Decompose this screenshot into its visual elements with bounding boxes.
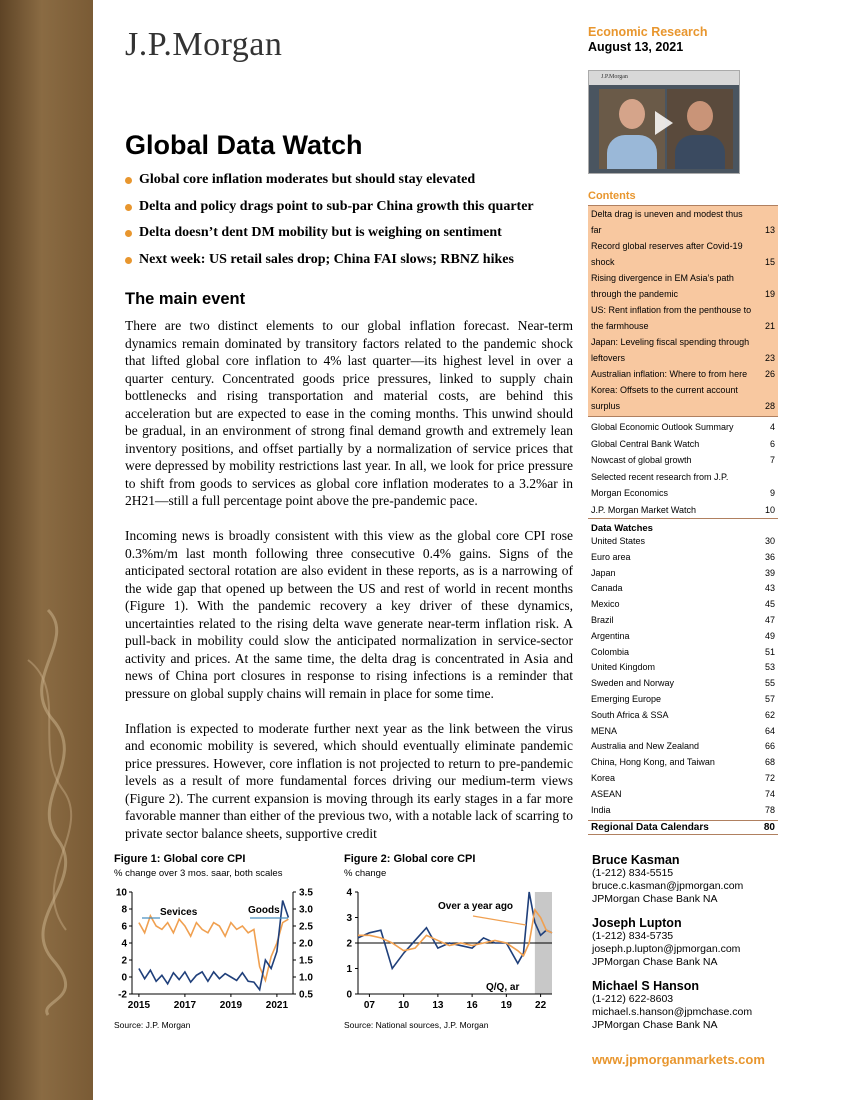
toc-entry[interactable] (591, 502, 775, 519)
section-label: Economic Research (588, 25, 708, 39)
toc-entry-title: Colombia (591, 646, 630, 657)
toc-entry-page: 51 (764, 646, 775, 657)
y-tick-label-right: 3.0 (299, 904, 313, 916)
play-icon[interactable] (655, 111, 673, 135)
y-tick-label: 4 (121, 938, 127, 950)
section-heading: The main event (125, 290, 246, 308)
y-tick-label: 0 (346, 989, 352, 1001)
featured-articles (588, 205, 778, 417)
toc-entry-title: Global Central Bank Watch (591, 438, 700, 449)
toc-entry[interactable] (591, 787, 775, 803)
toc-entry-title: J.P. Morgan Market Watch (591, 504, 697, 515)
decorative-side-band (0, 0, 93, 1100)
toc-entry-title: Euro area (591, 551, 631, 562)
toc-entry[interactable] (591, 771, 775, 787)
toc-entry-page: 74 (764, 788, 775, 799)
y-tick-label-right: 2.0 (299, 938, 313, 950)
figure-title: Figure 1: Global core CPI (114, 853, 246, 865)
y-tick-label-right: 1.5 (299, 955, 313, 967)
toc-entry[interactable] (591, 755, 775, 771)
toc-entry-title: Argentina (591, 630, 630, 641)
toc-entry-page: 21 (764, 321, 775, 331)
paragraph: There are two distinct elements to our global inflation forecast. Near-term dynamics remain dominated by transitory factors related to the pandemic shock that lifted global core inflation to 4% last quarter—its highest level in over a quarter century. Concentrated goods price pressures, linked to supply chain bottlenecks and rising transportation and material costs, are behind this acceleration but are expected to ease in the coming months. This unwind should be gradual, in an environment of strong final demand growth and extremely lean inventory positions, and offset partially by a normalization of service prices that were depressed by mobility restrictions last year. In all, we look for price pressure to shift from goods to services as global core inflation moderates to a 3.2%ar in 2H21—still a full percentage point above the pre-pandemic pace. (125, 318, 573, 508)
toc-entry-page: 57 (764, 693, 775, 704)
key-point: Next week: US retail sales drop; China FAI slows; RBNZ hikes (125, 252, 575, 279)
toc-entry[interactable] (591, 206, 775, 238)
toc-entry-page: 49 (764, 630, 775, 641)
video-speaker-2 (667, 89, 733, 169)
toc-entry-page: 26 (764, 369, 775, 379)
table-of-contents (588, 190, 778, 835)
bullet-icon (125, 204, 132, 211)
x-tick-label: 2021 (265, 1000, 289, 1011)
toc-entry[interactable] (591, 302, 775, 334)
toc-entry-page: 39 (764, 567, 775, 578)
y-tick-label-right: 3.5 (299, 887, 313, 899)
annotation-label: Sevices (160, 907, 198, 918)
toc-entry-page: 55 (764, 678, 775, 689)
author-card (592, 916, 792, 969)
video-thumbnail[interactable] (588, 70, 740, 174)
toc-entry[interactable] (591, 270, 775, 302)
author-name: Michael S Hanson (592, 979, 699, 993)
toc-entry-page: 10 (764, 504, 775, 515)
toc-entry[interactable] (591, 708, 775, 724)
toc-entry[interactable] (591, 534, 775, 550)
toc-entry[interactable] (591, 803, 775, 819)
toc-entry-page: 6 (769, 438, 775, 449)
author-phone: (1-212) 834-5735 (592, 930, 674, 942)
toc-entry[interactable] (591, 452, 775, 469)
website-link[interactable]: www.jpmorganmarkets.com (592, 1052, 765, 1067)
author-email[interactable]: michael.s.hanson@jpmchase.com (592, 1006, 753, 1018)
toc-entry-title: South Africa & SSA (591, 709, 669, 720)
toc-entry-title: India (591, 804, 611, 815)
y-tick-label: 10 (115, 887, 127, 899)
jpmorgan-logo: J.P.Morgan (125, 26, 283, 63)
annotation-label: Q/Q, ar (486, 982, 520, 993)
video-brand-label: J.P.Morgan (601, 74, 628, 80)
x-tick-label: 16 (466, 1000, 478, 1011)
toc-entry-page: 28 (764, 401, 775, 411)
regular-sections (588, 417, 778, 519)
toc-entry[interactable] (591, 613, 775, 629)
toc-entry-page: 23 (764, 353, 775, 363)
y-tick-label: 8 (121, 904, 127, 916)
toc-entry-title: Japan (591, 567, 616, 578)
author-phone: (1-212) 622-8603 (592, 993, 674, 1005)
toc-entry-page: 9 (769, 488, 775, 498)
toc-entry-title: Canada (591, 583, 623, 594)
figure-2 (344, 853, 544, 879)
data-watches-heading: Data Watches (591, 523, 653, 534)
y-tick-label: 2 (346, 938, 352, 950)
figure-subtitle: % change over 3 mos. saar, both scales (114, 868, 283, 879)
toc-entry-title: Australian inflation: Where to from here (591, 369, 748, 379)
x-tick-label: 2019 (219, 1000, 243, 1011)
toc-entry-title: ASEAN (591, 788, 622, 799)
toc-entry[interactable] (591, 660, 775, 676)
bullet-icon (125, 257, 132, 264)
annotation-label: Over a year ago (438, 901, 514, 912)
toc-entry-page: 43 (764, 583, 775, 594)
toc-entry-title: Sweden and Norway (591, 678, 675, 689)
figure-subtitle: % change (344, 868, 387, 879)
y-tick-label: 4 (346, 887, 352, 899)
contents-heading: Contents (588, 190, 636, 202)
page-title: Global Data Watch (125, 130, 363, 160)
toc-entry[interactable] (591, 629, 775, 645)
toc-entry-title: Delta drag is uneven and modest thus far (591, 209, 743, 235)
toc-entry-page: 19 (764, 289, 775, 299)
y-tick-label: 6 (121, 921, 127, 933)
x-tick-label: 10 (398, 1000, 410, 1011)
bullet-icon (125, 230, 132, 237)
toc-entry[interactable] (591, 581, 775, 597)
toc-entry[interactable] (591, 334, 775, 366)
toc-entry-title: Nowcast of global growth (591, 455, 692, 465)
toc-entry-title: Mexico (591, 599, 620, 610)
key-point: Global core inflation moderates but should stay elevated (125, 172, 575, 199)
annotation-label: Goods (248, 905, 280, 916)
toc-entry[interactable] (591, 692, 775, 708)
toc-entry[interactable] (591, 550, 775, 566)
author-email[interactable]: bruce.c.kasman@jpmorgan.com (592, 880, 744, 892)
toc-entry-title: Rising divergence in EM Asia’s path through the pandemic (591, 273, 734, 299)
toc-entry[interactable] (591, 566, 775, 582)
x-tick-label: 19 (500, 1000, 512, 1011)
toc-entry-title: Selected recent research from J.P. Morgan Economics (591, 471, 729, 498)
toc-entry[interactable] (591, 645, 775, 661)
toc-entry-title: China, Hong Kong, and Taiwan (591, 757, 715, 768)
toc-entry-page: 53 (764, 662, 775, 673)
toc-entry[interactable] (591, 724, 775, 740)
y-tick-label: -2 (118, 989, 127, 1001)
toc-entry-page: 78 (764, 804, 775, 815)
y-tick-label: 3 (346, 913, 352, 924)
toc-entry-page: 15 (764, 257, 775, 267)
paragraph: Inflation is expected to moderate further next year as the link between the virus and economic mobility is severed, which should eventually eliminate pandemic price pressures. However, core inflation is not projected to return to pre-pandemic levels as a result of more fundamental forces driving our medium-term views (Figure 2). The current expansion is moving through its early stages in a far more favorable manner than either of the previous two, with a notable lack of scarring to private sector balance sheets, supportive credit (125, 720, 573, 841)
y-tick-label: 2 (121, 955, 127, 967)
toc-entry-title: United Kingdom (591, 662, 656, 673)
toc-entry[interactable] (591, 739, 775, 755)
toc-entry-page: 13 (764, 225, 775, 235)
data-watches-list (588, 534, 778, 818)
y-tick-label-right: 1.0 (299, 972, 313, 984)
toc-entry-page: 72 (764, 772, 775, 783)
toc-entry-page: 68 (764, 757, 775, 768)
toc-entry-title: Emerging Europe (591, 693, 662, 704)
toc-entry-page: 66 (764, 741, 775, 752)
key-point: Delta and policy drags point to sub-par China growth this quarter (125, 199, 575, 226)
toc-entry-title: Brazil (591, 614, 614, 625)
main-body-text (125, 317, 573, 860)
toc-entry[interactable] (591, 366, 775, 382)
x-tick-label: 22 (535, 1000, 547, 1011)
toc-entry-title: Global Economic Outlook Summary (591, 422, 734, 432)
toc-entry-page: 62 (764, 709, 775, 720)
x-tick-label: 2015 (127, 1000, 151, 1011)
toc-entry[interactable] (591, 238, 775, 270)
x-tick-label: 2017 (173, 1000, 197, 1011)
toc-entry-title: Japan: Leveling fiscal spending through leftovers (591, 337, 750, 363)
key-points-list (125, 172, 575, 278)
figure-source: Source: National sources, J.P. Morgan (344, 1020, 489, 1030)
toc-entry-page: 36 (764, 551, 775, 562)
key-point: Delta doesn’t dent DM mobility but is weighing on sentiment (125, 225, 575, 252)
author-org: JPMorgan Chase Bank NA (592, 1019, 718, 1031)
toc-entry-title: MENA (591, 725, 618, 736)
toc-entry[interactable] (591, 419, 775, 436)
y-tick-label-right: 0.5 (299, 989, 313, 1001)
y-tick-label-right: 2.5 (299, 921, 313, 933)
toc-entry-title: Australia and New Zealand (591, 741, 700, 752)
x-tick-label: 13 (432, 1000, 444, 1011)
signature-watermark (8, 600, 88, 1020)
toc-entry-regional-calendars[interactable]: Regional Data Calendars 80 (588, 820, 778, 835)
author-name: Joseph Lupton (592, 916, 682, 930)
figure-1 (114, 853, 314, 879)
toc-entry[interactable] (591, 382, 775, 414)
author-org: JPMorgan Chase Bank NA (592, 893, 718, 905)
paragraph: Incoming news is broadly consistent with this view as the global core CPI rose 0.3%m/m last month following three consecutive 0.4% gains. Signs of the anticipated sectoral rotation are also evident in these reports, as is a narrowing of the wide gap that opened up between the US and rest of world in recent months (Figure 1). With the pandemic recovery a key driver of these dynamics, uncertainties related to the rising delta wave generate near-term inflation risk. A pull-back in mobility could slow the anticipated normalization in service-sector activity and prices. At the same time, the delta drag is concentrated in Asia and news of China port closures in response to rising infections is a reminder that pressure on global supply chains will remain in place for some time. (125, 528, 573, 701)
toc-entry[interactable] (591, 469, 775, 502)
figure-source: Source: J.P. Morgan (114, 1020, 191, 1030)
figure-title: Figure 2: Global core CPI (344, 853, 476, 865)
toc-entry[interactable] (591, 597, 775, 613)
toc-entry-page: 30 (764, 536, 775, 546)
toc-entry-title: Record global reserves after Covid-19 shock (591, 241, 743, 267)
author-card (592, 853, 792, 906)
toc-entry-page: 64 (764, 725, 775, 736)
y-tick-label: 1 (346, 964, 352, 975)
toc-entry-title: United States (591, 536, 646, 546)
y-tick-label: 0 (121, 972, 127, 984)
author-org: JPMorgan Chase Bank NA (592, 956, 718, 968)
toc-entry-page: 4 (769, 422, 775, 432)
toc-entry-page: 7 (769, 455, 775, 465)
author-phone: (1-212) 834-5515 (592, 867, 674, 879)
toc-entry-page: 47 (764, 614, 775, 625)
author-card (592, 979, 792, 1032)
figure-2-chart (338, 883, 563, 1021)
publication-date: August 13, 2021 (588, 40, 684, 54)
x-tick-label: 07 (363, 1000, 375, 1011)
figure-1-chart (108, 883, 333, 1021)
toc-entry[interactable] (591, 676, 775, 692)
toc-entry[interactable] (591, 436, 775, 453)
toc-entry-title: Korea (591, 772, 616, 783)
author-contacts (592, 853, 792, 1042)
toc-entry-title: Korea: Offsets to the current account surplus (591, 385, 738, 411)
author-name: Bruce Kasman (592, 853, 680, 867)
toc-entry-title: US: Rent inflation from the penthouse to the farmhouse (591, 305, 752, 331)
toc-entry-page: 45 (764, 599, 775, 610)
author-email[interactable]: joseph.p.lupton@jpmorgan.com (592, 943, 741, 955)
bullet-icon (125, 177, 132, 184)
annotation-arrow (473, 916, 526, 925)
